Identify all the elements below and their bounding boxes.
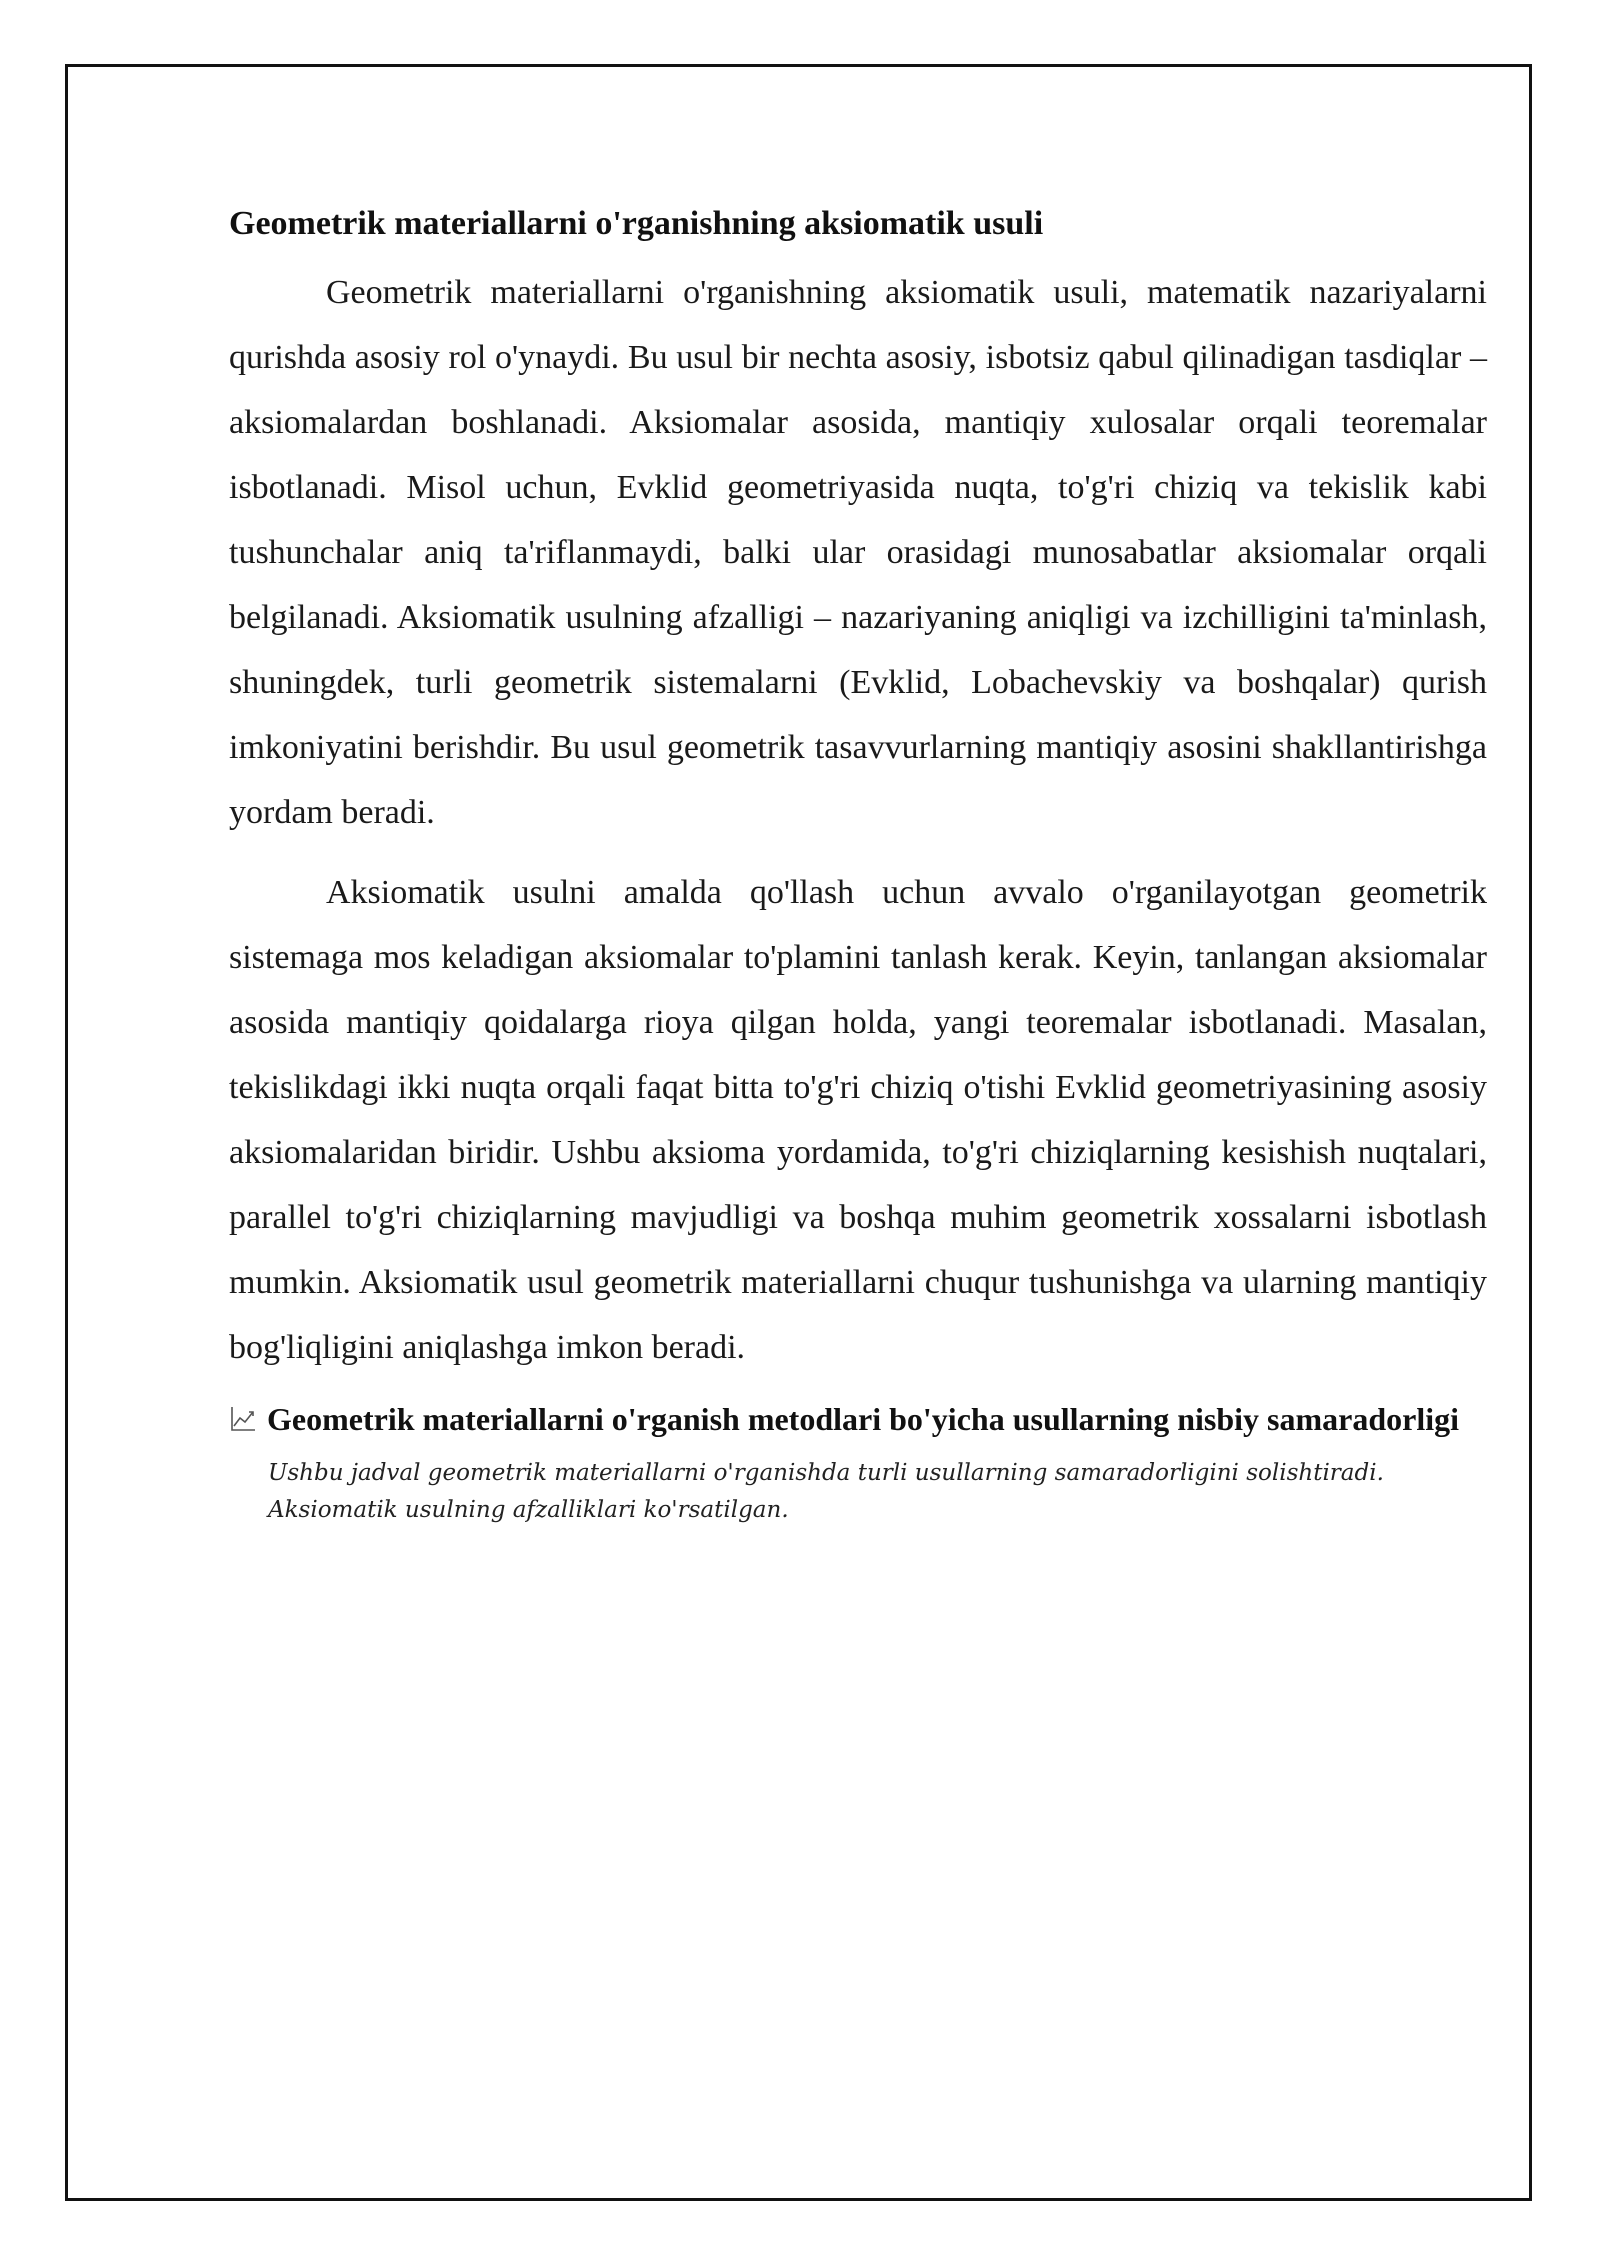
chart-line-icon bbox=[229, 1405, 257, 1433]
paragraph: Aksiomatik usulni amalda qo'llash uchun avvalo o'rganilayotgan geometrik sistemaga mos keladigan aksiomalar to'plamini tanlash kerak. Keyin, tanlangan aksiomalar asosida mantiqiy qoidalarga rioya qilgan holda, yangi teoremalar isbotlanadi. Masalan, tekislikdagi ikki nuqta orqali faqat bitta to'g'ri chiziq o'tishi Evklid geometriyasining asosiy aksiomalaridan biridir. Ushbu aksioma yordamida, to'g'ri chiziqlarning kesishish nuqtalari, parallel to'g'ri chiziqlarning mavjudligi va boshqa muhim geometrik xossalarni isbotlash mumkin. Aksiomatik usul geometrik materiallarni chuqur tushunishga va ularning mantiqiy bog'liqligini aniqlashga imkon beradi. bbox=[229, 874, 1487, 1366]
document-body bbox=[229, 198, 1487, 1529]
paragraph: Geometrik materiallarni o'rganishning aksiomatik usuli, matematik nazariyalarni qurishda asosiy rol o'ynaydi. Bu usul bir nechta asosiy, isbotsiz qabul qilinadigan tasdiqlar – aksiomalardan boshlanadi. Aksiomalar asosida, mantiqiy xulosalar orqali teoremalar isbotlanadi. Misol uchun, Evklid geometriyasida nuqta, to'g'ri chiziq va tekislik kabi tushunchalar aniq ta'riflanmaydi, balki ular orasidagi munosabatlar aksiomalar orqali belgilanadi. Aksiomatik usulning afzalligi – nazariyaning aniqligi va izchilligini ta'minlash, shuningdek, turli geometrik sistemalarni (Evklid, Lobachevskiy va boshqalar) qurish imkoniyatini berishdir. Bu usul geometrik tasavvurlarning mantiqiy asosini shakllantirishga yordam beradi. bbox=[229, 274, 1487, 831]
section-heading: Geometrik materiallarni o'rganishning aksiomatik usuli bbox=[229, 205, 1044, 242]
figure-header bbox=[229, 1395, 1487, 1443]
figure-title: Geometrik materiallarni o'rganish metodlari bo'yicha usullarning nisbiy samaradorligi bbox=[267, 1401, 1460, 1437]
figure-caption: Ushbu jadval geometrik materiallarni o'rganishda turli usullarning samaradorligini solishtiradi. Aksiomatik usulning afzalliklari ko'rsatilgan. bbox=[268, 1460, 1384, 1523]
